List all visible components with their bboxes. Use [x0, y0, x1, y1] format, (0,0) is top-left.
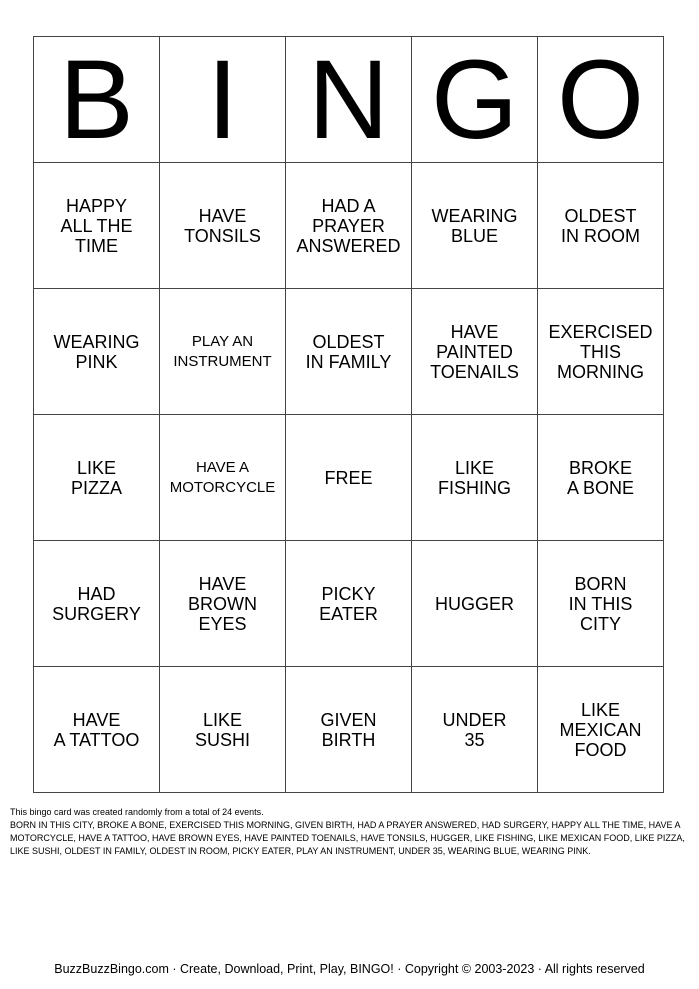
header-letter-o: O	[538, 37, 664, 163]
bingo-cell	[538, 541, 664, 667]
bingo-cell	[538, 415, 664, 541]
bingo-cell-text: HAVE TONSILS	[184, 205, 261, 246]
bingo-cell-text: UNDER 35	[442, 709, 507, 750]
bingo-cell	[160, 289, 286, 415]
bingo-cell	[412, 163, 538, 289]
bingo-row	[34, 415, 664, 541]
bingo-cell-text: WEARING BLUE	[431, 205, 518, 246]
bingo-cell-text: HAVE A MOTORCYCLE	[169, 458, 276, 496]
bingo-card	[33, 36, 664, 793]
bingo-cell-text: OLDEST IN ROOM	[561, 205, 640, 246]
bingo-cell	[160, 667, 286, 793]
bingo-cell	[286, 667, 412, 793]
bingo-cell-text: GIVEN BIRTH	[320, 709, 377, 750]
bingo-cell-text: PICKY EATER	[319, 583, 378, 624]
bingo-cell	[160, 163, 286, 289]
card-description-intro: This bingo card was created randomly from a total of 24 events.	[10, 807, 264, 817]
bingo-row	[34, 541, 664, 667]
bingo-cell	[160, 415, 286, 541]
bingo-row	[34, 289, 664, 415]
bingo-cell	[34, 667, 160, 793]
bingo-cell-text: WEARING PINK	[53, 331, 140, 372]
bingo-cell	[34, 415, 160, 541]
bingo-cell	[538, 667, 664, 793]
header-letter-g: G	[412, 37, 538, 163]
bingo-cell-text: HUGGER	[434, 593, 514, 614]
bingo-cell	[412, 667, 538, 793]
bingo-cell-text: FREE	[324, 467, 373, 488]
bingo-cell-text: LIKE MEXICAN FOOD	[559, 699, 642, 760]
bingo-row	[34, 667, 664, 793]
bingo-cell	[34, 289, 160, 415]
bingo-cell-text: HAVE PAINTED TOENAILS	[430, 321, 519, 382]
card-event-list: BORN IN THIS CITY, BROKE A BONE, EXERCISED THIS MORNING, GIVEN BIRTH, HAD A PRAYER ANSWERED, HAD SURGERY, HAPPY ALL THE TIME, HAVE A MOTORCYCLE, HAVE A TATTOO, HAVE BROWN EYES, HAVE PAINTED TOENAILS, HAVE TONSILS, HUGGER, LIKE FISHING, LIKE MEXICAN FOOD, LIKE PIZZA, LIKE SUSHI, OLDEST IN FAMILY, OLDEST IN ROOM, PICKY EATER, PLAY AN INSTRUMENT, UNDER 35, WEARING BLUE, WEARING PINK.	[10, 820, 685, 856]
bingo-cell-text: OLDEST IN FAMILY	[305, 331, 392, 372]
bingo-cell-text: HAD A PRAYER ANSWERED	[296, 195, 401, 256]
bingo-cell-text: BROKE A BONE	[566, 457, 635, 498]
bingo-header-row	[34, 37, 664, 163]
bingo-cell	[34, 163, 160, 289]
bingo-cell	[412, 541, 538, 667]
header-letter-n: N	[286, 37, 412, 163]
bingo-cell	[34, 541, 160, 667]
card-description	[10, 806, 690, 858]
bingo-cell-text: LIKE SUSHI	[194, 709, 250, 750]
bingo-cell-text: BORN IN THIS CITY	[568, 573, 633, 634]
bingo-cell-text: PLAY AN INSTRUMENT	[173, 332, 272, 370]
bingo-cell	[286, 541, 412, 667]
bingo-cell	[412, 415, 538, 541]
bingo-cell	[286, 415, 412, 541]
bingo-cell	[286, 289, 412, 415]
bingo-cell-text: HAVE A TATTOO	[53, 709, 140, 750]
bingo-grid-body	[34, 163, 664, 793]
bingo-cell	[412, 289, 538, 415]
bingo-cell	[538, 163, 664, 289]
bingo-cell-text: HAPPY ALL THE TIME	[60, 195, 133, 256]
bingo-cell-text: HAD SURGERY	[52, 583, 141, 624]
bingo-cell	[286, 163, 412, 289]
bingo-cell	[538, 289, 664, 415]
bingo-row	[34, 163, 664, 289]
header-letter-b: B	[34, 37, 160, 163]
site-footer: BuzzBuzzBingo.com · Create, Download, Print, Play, BINGO! · Copyright © 2003-2023 · All rights reserved	[54, 962, 645, 976]
bingo-cell-text: LIKE PIZZA	[70, 457, 122, 498]
header-letter-i: I	[160, 37, 286, 163]
bingo-cell-text: EXERCISED THIS MORNING	[548, 321, 653, 382]
bingo-cell	[160, 541, 286, 667]
bingo-cell-text: LIKE FISHING	[437, 457, 511, 498]
bingo-cell-text: HAVE BROWN EYES	[188, 573, 257, 634]
